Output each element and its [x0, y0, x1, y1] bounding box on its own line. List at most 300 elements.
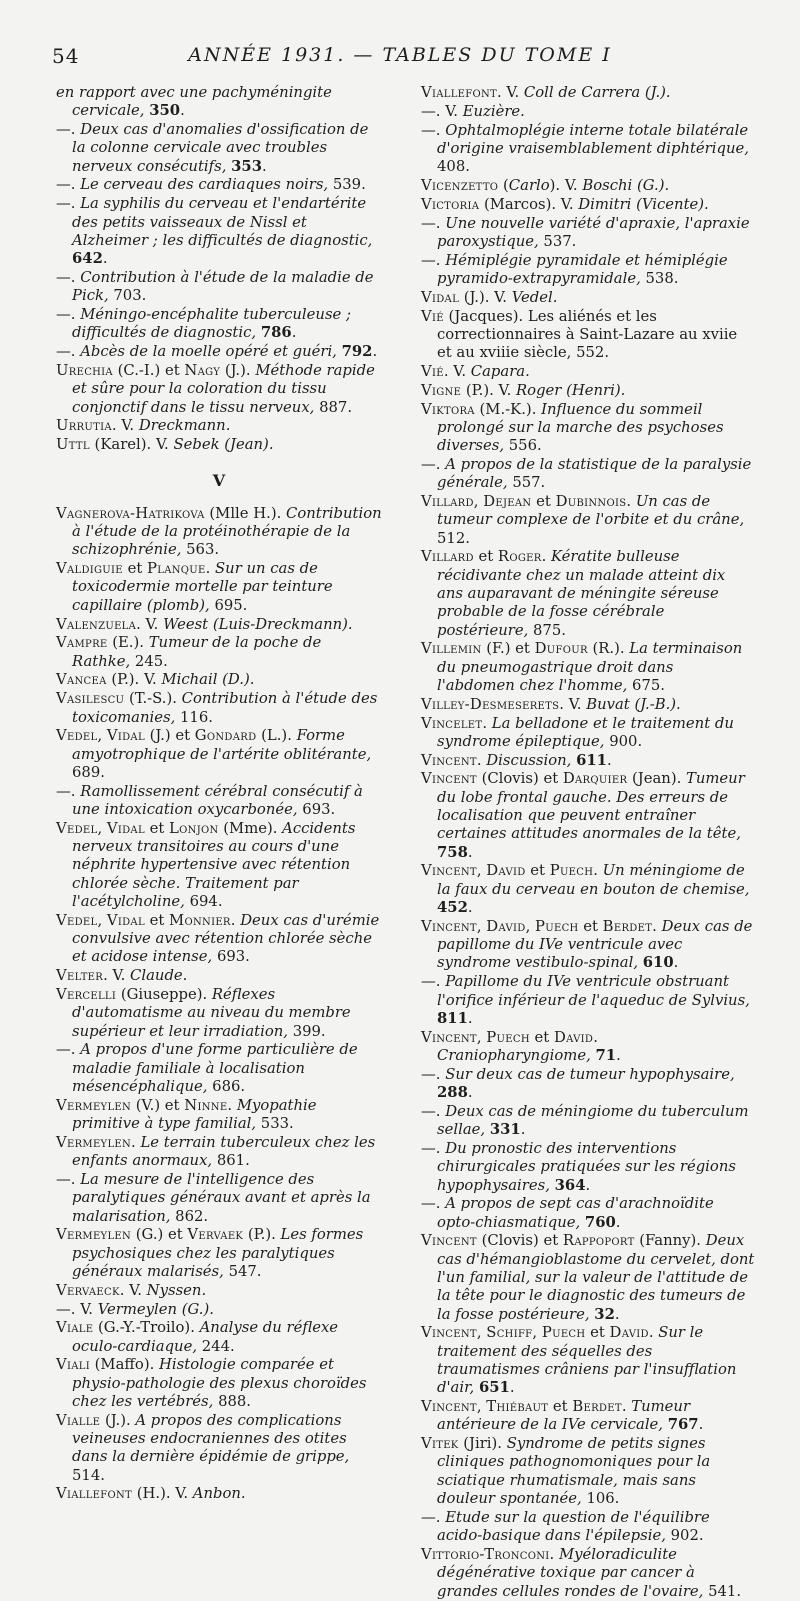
entry-text: et [531, 493, 556, 511]
author-name: Vincent [421, 917, 477, 935]
entry-title: Coll de Carrera (J.). [523, 84, 671, 101]
index-entry [421, 1324, 755, 1397]
entry-text: (V.) et [131, 1096, 185, 1114]
entry-title: Deux cas de papillome du IVe ventricule avec syndrome vestibulo-spinal, [437, 917, 753, 972]
entry-text: (H.). V. [132, 1485, 193, 1503]
index-entry [56, 1319, 382, 1356]
index-entry [56, 1412, 382, 1485]
page-number: 54 [52, 44, 80, 68]
index-entry [421, 640, 755, 695]
author-name: Vincelet [421, 714, 483, 732]
index-entry [56, 1356, 382, 1411]
entry-text: . [230, 911, 241, 929]
entry-title: Un méningiome de la faux du cerveau en bouton de chemise, [437, 862, 750, 898]
author-name: Urechia [56, 361, 113, 379]
entry-text: —. [56, 343, 81, 361]
entry-text: , [476, 1398, 487, 1416]
entry-title: Claude. [130, 967, 188, 985]
author-name: Vedel [56, 819, 98, 837]
index-entry [56, 343, 382, 361]
author-name: Vercelli [56, 985, 117, 1003]
author-name: Vincent [421, 1028, 477, 1046]
entry-title: Vedel. [511, 288, 558, 306]
entry-text: 399. [292, 1022, 326, 1040]
entry-title: Papillome du IVe ventricule obstruant l'orifice inférieur de l'aqueduc de Sylvius, [437, 973, 750, 1009]
entry-text: . [549, 1545, 559, 1563]
entry-text: , [525, 917, 535, 935]
author-name: Valenzuela [56, 615, 137, 633]
entry-text: et [144, 819, 170, 837]
page-ref-bold: 350 [149, 102, 181, 120]
index-entry [56, 986, 382, 1041]
entry-text: (L.). [256, 727, 297, 745]
entry-text: . [482, 714, 492, 732]
entry-text: 244. [201, 1337, 235, 1355]
entry-text: —. [56, 782, 81, 800]
author-name: Puech [541, 1324, 586, 1342]
entry-title: Nyssen. [146, 1281, 207, 1299]
entry-title: Analyse du réflexe oculo-cardiaque, [72, 1319, 339, 1355]
entry-title: Tumeur de la poche de Rathke, [72, 634, 322, 670]
entry-text: . [102, 250, 108, 268]
index-entry [421, 196, 755, 214]
entry-text: . [520, 1121, 526, 1139]
author-name: Vermeylen [56, 1226, 132, 1244]
entry-text: —. [56, 306, 81, 324]
index-entry [56, 1301, 382, 1319]
index-entry [56, 690, 382, 727]
entry-text: . [614, 1305, 620, 1323]
author-name: Velter [56, 967, 104, 985]
entry-text: —. [56, 121, 81, 139]
entry-text: —. [421, 973, 446, 991]
page-ref-bold: 792 [341, 343, 373, 361]
entry-text: . [467, 899, 473, 917]
entry-title: Deux cas d'hémangioblastome du cervelet, dont l'un familial, sur la valeur de l'attitude de la tête pour le diagnostic des tumeurs de la fosse postérieure, [437, 1232, 755, 1323]
entry-text: (Mme). [218, 819, 283, 837]
author-name: Villard [421, 493, 474, 511]
entry-text: . [616, 1046, 621, 1064]
entry-text: —. [421, 1102, 446, 1120]
index-entry [56, 616, 382, 634]
entry-title: La belladone et le traitement du syndrome épileptique, [437, 714, 734, 750]
index-entry [56, 727, 382, 782]
author-name: Puech [486, 1028, 530, 1046]
entry-text: 902. [670, 1527, 704, 1545]
author-name: Vincent [421, 1324, 477, 1342]
index-entry [421, 252, 755, 289]
author-name: Uttl [56, 436, 90, 454]
entry-text: (C.-I.) et [112, 361, 185, 379]
index-entry [421, 548, 755, 639]
entry-title: Réflexes d'automatisme au niveau du membre supérieur et leur irradiation, [72, 985, 351, 1040]
index-entry [421, 1103, 755, 1140]
entry-text: . [593, 1028, 598, 1046]
entry-title: Une nouvelle variété d'apraxie, l'apraxie paroxystique, [437, 214, 750, 250]
right-column [421, 84, 755, 1601]
entry-text: 408. [437, 158, 470, 176]
page-ref-bold: 767 [667, 1416, 699, 1434]
entry-text: 695. [214, 596, 248, 614]
index-entry [56, 1097, 382, 1134]
index-entry [421, 1398, 755, 1435]
entry-text: et [122, 560, 148, 578]
index-entry [421, 1435, 755, 1508]
entry-text: (E.). [107, 634, 149, 652]
entry-text: et [585, 1324, 610, 1342]
index-entry [421, 308, 755, 363]
index-entry [421, 1066, 755, 1103]
entry-text: et [144, 911, 170, 929]
author-name: Thiébaut [486, 1398, 549, 1416]
author-name: Rappoport [562, 1232, 635, 1250]
entry-text: —. [56, 1170, 81, 1188]
author-name: Ninne [184, 1096, 228, 1114]
entry-title: Deux cas d'anomalies d'ossification de la colonne cervicale avec troubles nerveux consécutifs, [72, 121, 369, 175]
author-name: Vervaek [187, 1226, 244, 1244]
index-entry [56, 783, 382, 820]
entry-title: Ophtalmoplégie interne totale bilatérale d'origine vraisemblablement diphtérique, [437, 121, 749, 157]
entry-text: 686. [212, 1077, 246, 1095]
entry-title: Forme amyotrophique de l'artérite oblitérante, [72, 727, 372, 763]
index-entry [421, 918, 755, 973]
entry-title: Myéloradiculite dégénérative toxique par cancer à grandes cellules rondes de l'ovaire, [437, 1545, 709, 1600]
entry-title: Les formes psychosiques chez les paralytiques généraux malarisés, [72, 1226, 364, 1280]
entry-text: . [262, 157, 267, 175]
entry-text: (J.). V. [459, 288, 512, 306]
entry-text: —. [421, 1508, 446, 1526]
author-name: Puech [534, 917, 579, 935]
entry-text: et [529, 1028, 554, 1046]
index-entry [56, 634, 382, 671]
index-entry [421, 215, 755, 252]
author-name: Vigne [421, 381, 462, 399]
author-name: Vidal [106, 727, 145, 745]
entry-text: . [585, 1176, 591, 1194]
entry-title: La syphilis du cerveau et l'endartérite des petits vaisseaux de Nissl et Alzheimer ; les difficultés de diagnostic, [72, 195, 373, 249]
author-name: Vermeylen [56, 1096, 132, 1114]
entry-text: (Maffo). [89, 1356, 160, 1374]
entry-text: (Jean). [627, 770, 686, 788]
entry-title: A propos de la statistique de la paralysie générale, [437, 455, 752, 492]
entry-text: , [476, 1324, 487, 1342]
entry-text: (T.-S.). [124, 690, 182, 708]
author-name: Dufour [534, 640, 588, 658]
author-name: Vagnerova-Hatrikova [56, 504, 205, 522]
author-name: David [553, 1028, 594, 1046]
index-entry [56, 269, 382, 306]
entry-text: (F.) et [481, 640, 535, 658]
author-name: Villey-Desmeserets [421, 695, 560, 713]
author-name: Valdiguie [56, 560, 123, 578]
entry-text: (Clovis) et [476, 1232, 563, 1250]
entry-title: Influence du sommeil prolongé sur la marche des psychoses diverses, [437, 400, 724, 455]
entry-text: 689. [72, 763, 105, 781]
entry-title: Du pronostic des interventions chirurgicales pratiquées sur les régions hypophysaires, [437, 1139, 736, 1194]
author-name: Villard [421, 548, 474, 566]
entry-text: 245. [134, 652, 168, 670]
entry-text: (M.-K.). [474, 400, 542, 418]
entry-text: (J.). [100, 1411, 136, 1429]
author-name: Vidal [106, 911, 145, 929]
entry-text: 693. [216, 948, 250, 966]
left-column [56, 84, 382, 1504]
author-name: David [609, 1324, 649, 1342]
index-entry [421, 289, 755, 307]
entry-title: A propos des complications veineuses endocraniennes des otites dans la dernière épidémie de grippe, [72, 1411, 350, 1466]
entry-text: —. V. [56, 1300, 98, 1318]
author-name: Vincent [421, 862, 477, 880]
entry-title: Accidents nerveux transitoires au cours d'une néphrite hypertensive avec rétention chlorée sèche. Traitement par l'acétylcholine, [72, 819, 356, 910]
entry-text: . [131, 1133, 141, 1151]
author-name: Victoria [421, 195, 480, 213]
index-entry [421, 862, 755, 917]
entry-title: Etude sur la question de l'équilibre acido-basique dans l'épilepsie, [437, 1508, 710, 1545]
entry-title: Sebek (Jean). [173, 436, 274, 454]
entry-text: —. [421, 121, 446, 139]
entry-title: Méthode rapide et sûre pour la coloration du tissu conjonctif dans le tissu nerveux, [72, 361, 375, 416]
entry-title: Dimitri (Vicente). [578, 195, 709, 213]
entry-text: (P.). [243, 1226, 281, 1244]
entry-text: 887. [319, 398, 353, 416]
author-name: Planque [147, 560, 206, 578]
entry-title: Buvat (J.-B.). [586, 695, 681, 713]
entry-text: , [97, 819, 107, 837]
entry-title: Michail (D.). [161, 671, 255, 689]
entry-text: 514. [72, 1466, 105, 1484]
entry-text: (G.-Y.-Troilo). [93, 1319, 200, 1337]
entry-text: . V. [559, 695, 587, 713]
page-ref-bold: 32 [594, 1305, 615, 1323]
entry-text: 703. [113, 287, 147, 305]
entry-title: Tumeur antérieure de la IVe cervicale, [437, 1398, 691, 1434]
index-entry [56, 1134, 382, 1171]
entry-text: 875. [533, 621, 566, 639]
page-ref-bold: 71 [595, 1046, 617, 1064]
page-ref-bold: 353 [231, 157, 262, 175]
entry-text: (Clovis) et [476, 770, 563, 788]
author-name: Vitek [421, 1435, 459, 1453]
author-name: David [486, 862, 526, 880]
entry-title: Méningo-encéphalite tuberculeuse ; difficultés de diagnostic, [72, 306, 351, 342]
entry-text: , [97, 911, 107, 929]
entry-title: Contribution à l'étude de la protéinothérapie de la schizophrénie, [72, 504, 382, 559]
entry-title: Roger (Henri). [516, 381, 626, 399]
page-ref-bold: 288 [437, 1084, 468, 1102]
index-entry [421, 752, 755, 770]
entry-text: —. [421, 251, 446, 269]
index-entry [421, 696, 755, 714]
entry-text: . V. [136, 615, 164, 633]
index-entry [56, 560, 382, 615]
entry-text: 547. [228, 1262, 262, 1280]
index-entry [421, 122, 755, 177]
index-entry [56, 1282, 382, 1300]
page-ref-bold: 786 [260, 324, 292, 342]
index-entry [421, 177, 755, 195]
entry-title: Contribution à l'étude de la maladie de Pick, [72, 268, 374, 305]
entry-title: Sur le traitement des séquelles des traumatismes crâniens par l'insufflation d'air, [437, 1324, 737, 1397]
entry-text: et [578, 917, 603, 935]
author-name: Vampre [56, 634, 108, 652]
entry-title: Sur un cas de toxicodermie mortelle par teinture capillaire (plomb), [72, 560, 333, 614]
index-entry [56, 967, 382, 985]
author-name: Vidal [421, 288, 460, 306]
author-name: Viktora [421, 400, 475, 418]
entry-text: . V. [443, 362, 471, 380]
entry-title: Anbon. [192, 1485, 246, 1503]
author-name: Urrutia [56, 417, 112, 435]
entry-text: . V. [497, 84, 524, 101]
index-entry [56, 306, 382, 343]
index-entry [56, 362, 382, 417]
entry-text: , [473, 493, 484, 511]
author-name: Vidal [106, 819, 145, 837]
index-entry [56, 1485, 382, 1503]
author-name: Vedel [56, 911, 98, 929]
entry-text: . [698, 1416, 704, 1434]
entry-text: . V. [103, 967, 131, 985]
author-name: Vié [421, 307, 444, 325]
entry-text: . [467, 1009, 473, 1027]
entry-text: 675. [632, 677, 665, 694]
entry-text: . [372, 343, 378, 361]
entry-text: —. [56, 176, 81, 194]
entry-text: 557. [512, 474, 546, 492]
index-entry [56, 1226, 382, 1281]
entry-title: A propos d'une forme particulière de maladie familiale à localisation mésencéphalique, [72, 1041, 358, 1095]
index-entry [421, 1232, 755, 1323]
index-entry [56, 912, 382, 967]
index-entry [56, 1041, 382, 1096]
entry-text: —. [56, 268, 81, 286]
author-name: Berdet [572, 1398, 622, 1416]
index-entry [421, 493, 755, 548]
entry-title: Deux cas d'urémie convulsive avec rétention chlorée sèche et acidose intense, [72, 911, 380, 966]
index-entry [56, 84, 382, 121]
entry-text: 512. [437, 529, 470, 547]
author-name: Vancea [56, 671, 107, 689]
index-entry [421, 456, 755, 493]
entry-title: Abcès de la moelle opéré et guéri, [80, 343, 342, 361]
entry-title: Le cerveau des cardiaques noirs, [80, 176, 333, 194]
entry-text: . [673, 954, 679, 972]
entry-text: . V. [119, 1281, 147, 1299]
entry-text: (Mlle H.). [204, 504, 287, 522]
entry-text: 900. [609, 732, 643, 750]
index-entry [421, 1195, 755, 1232]
page-title: ANNÉE 1931. — TABLES DU TOME I [188, 44, 612, 66]
entry-text: (Jiri). [458, 1435, 507, 1453]
page-ref-bold: 452 [437, 899, 468, 917]
index-entry [56, 176, 382, 194]
entry-text: 541. [708, 1582, 742, 1600]
entry-title: Craniopharyngiome, [437, 1046, 596, 1064]
author-name: Vialle [56, 1411, 101, 1429]
author-name: Vincent [421, 1398, 477, 1416]
author-name: Vincent [421, 751, 477, 769]
page-ref-bold: 331 [489, 1121, 521, 1139]
entry-title: Capara. [470, 362, 530, 380]
author-name: Villemin [421, 640, 482, 658]
entry-text: . [467, 1084, 473, 1102]
entry-title: La mesure de l'intelligence des paralytiques généraux avant et après la malarisation, [72, 1170, 371, 1225]
index-entry [421, 770, 755, 861]
index-entry [421, 84, 755, 102]
entry-text: —. [421, 1195, 446, 1213]
author-name: Vermeylen [56, 1133, 132, 1151]
entry-text: —. [56, 195, 81, 213]
entry-text: . [227, 1096, 237, 1114]
index-entry [56, 820, 382, 911]
entry-title: Sur deux cas de tumeur hypophysaire, [445, 1065, 735, 1083]
entry-text: . V. [111, 417, 139, 435]
index-entry [421, 1029, 755, 1066]
author-name: Viallefont [421, 84, 497, 101]
section-letter: V [212, 471, 226, 491]
entry-text: . [626, 493, 636, 511]
entry-title: Contribution à l'étude des toxicomanies, [72, 690, 378, 726]
index-entry [421, 715, 755, 752]
entry-text: 106. [586, 1490, 620, 1508]
index-entry [56, 436, 382, 454]
entry-title: Kératite bulleuse récidivante chez un malade atteint dix ans auparavant de méningite séreuse probable de la fosse cérébrale postérieure, [437, 548, 726, 639]
entry-text: , [97, 727, 107, 745]
index-entry [421, 1509, 755, 1546]
entry-text: . [509, 1379, 515, 1397]
entry-text: —. [421, 455, 446, 473]
page-ref-bold: 364 [554, 1176, 586, 1194]
entry-text: (Giuseppe). [116, 985, 212, 1003]
entry-text: 563. [186, 541, 220, 559]
entry-text: et [473, 548, 498, 566]
page-ref-bold: 610 [642, 954, 674, 972]
entry-title: Ramollissement cérébral consécutif à une intoxication oxycarbonée, [72, 782, 363, 818]
index-entry [421, 103, 755, 121]
page-ref-bold: 811 [437, 1009, 468, 1027]
entry-text: 538. [645, 269, 679, 287]
page-ref-bold: 611 [576, 751, 607, 769]
entry-text: (P.). V. [106, 671, 162, 689]
page-ref-bold: 651 [478, 1379, 510, 1397]
entry-text: —. [421, 1065, 446, 1083]
author-name: Lonjon [169, 819, 219, 837]
author-name: David [486, 917, 526, 935]
author-name: Vincent [421, 770, 477, 788]
index-entry [56, 195, 382, 268]
entry-text: (J.) et [144, 727, 195, 745]
entry-text: 888. [218, 1392, 252, 1410]
author-name: Roger [497, 548, 542, 566]
entry-text: , [476, 917, 487, 935]
entry-text: ( [498, 176, 509, 194]
author-name: Monnier [169, 911, 231, 929]
entry-text: 537. [543, 232, 577, 250]
entry-text: (J.). [220, 361, 256, 379]
entry-title: Discussion, [486, 751, 577, 769]
index-entry [421, 973, 755, 1028]
entry-title: Weest (Luis-Dreckmann). [163, 615, 353, 633]
page-ref-bold: 642 [72, 250, 103, 268]
running-head [52, 44, 748, 74]
entry-text: (P.). V. [461, 381, 517, 399]
entry-text: 533. [260, 1115, 294, 1133]
index-entry [56, 505, 382, 560]
entry-text: —. V. [421, 102, 463, 120]
entry-title: en rapport avec une pachyméningite cervicale, [56, 84, 332, 120]
index-entry [56, 671, 382, 689]
author-name: Dejean [483, 493, 532, 511]
